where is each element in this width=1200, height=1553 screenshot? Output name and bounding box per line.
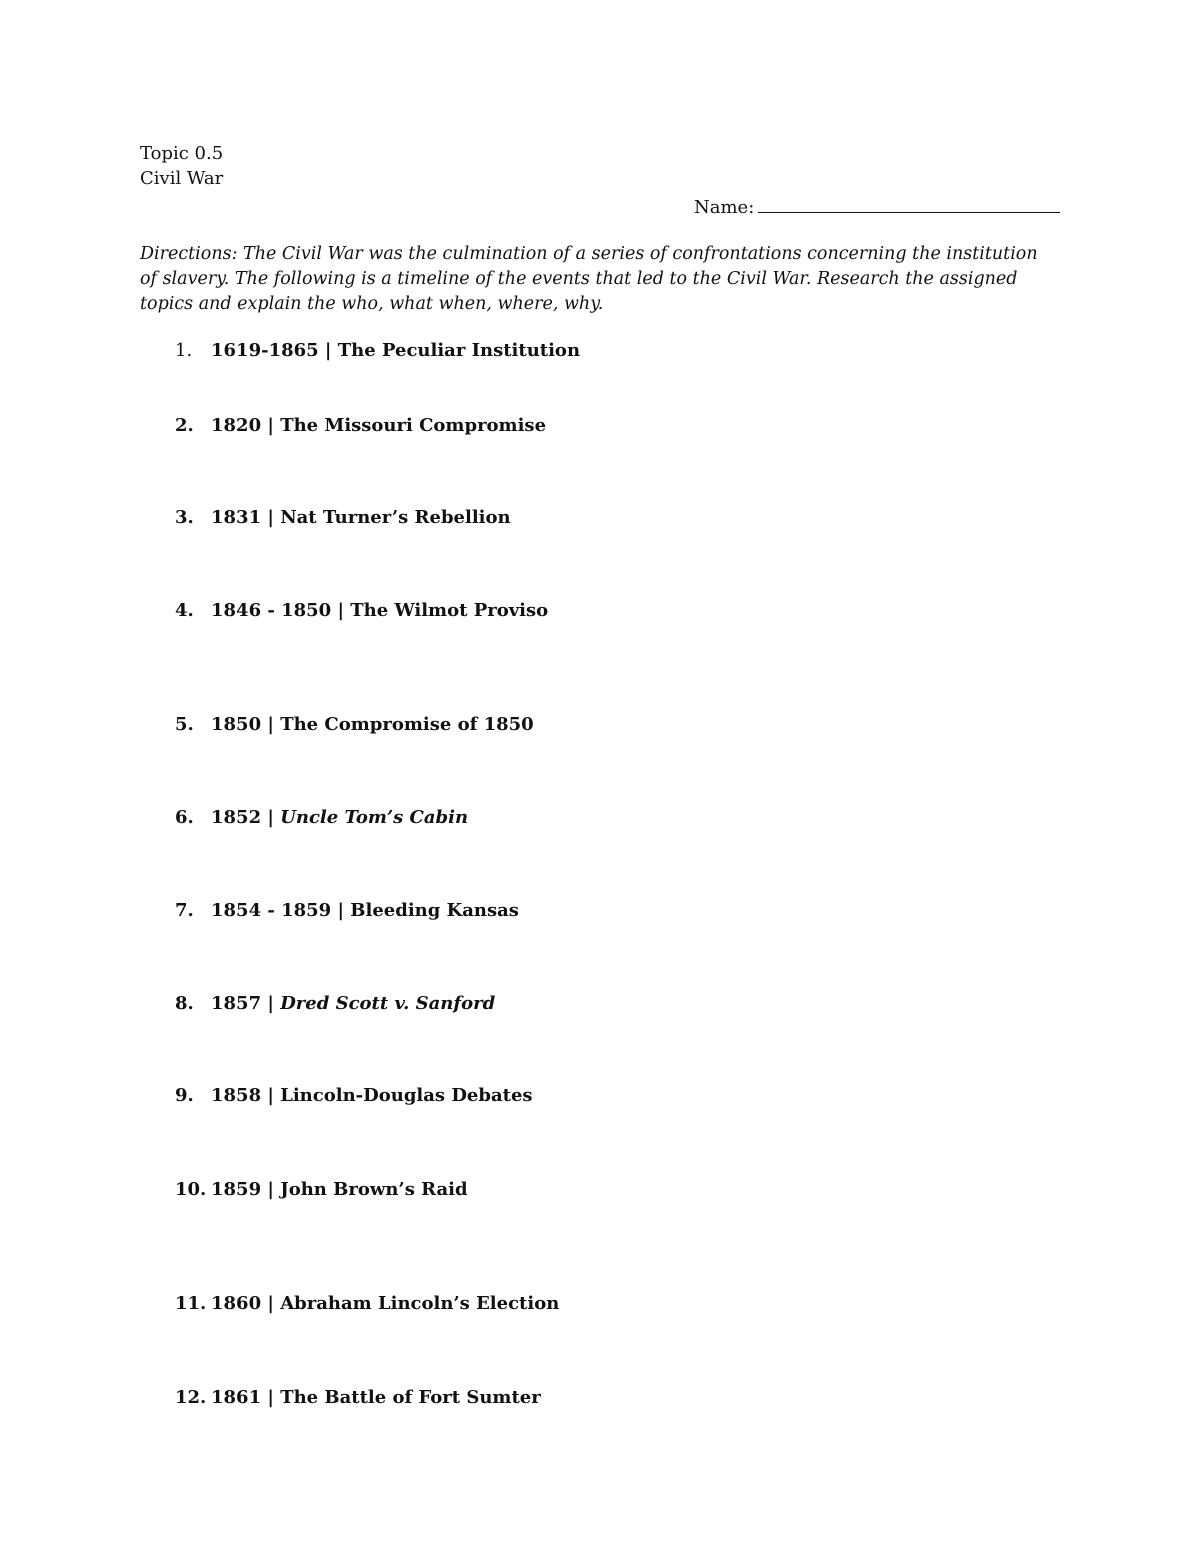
name-label: Name: [694,197,755,218]
item-number: 2. [175,415,194,436]
timeline-item [175,805,468,831]
timeline-item [175,1291,559,1317]
timeline-item [175,413,546,439]
timeline-item [175,598,548,624]
timeline-item [175,991,495,1017]
item-number: 4. [175,600,194,621]
name-blank-line[interactable] [758,192,1060,213]
name-field-row [694,192,1060,221]
timeline-item [175,898,519,924]
item-number: 6. [175,807,194,828]
item-title: Dred Scott v. Sanford [280,993,496,1014]
item-date: 1860 | [211,1293,281,1314]
item-date: 1846 - 1850 | [211,600,351,621]
item-number: 10. [175,1179,207,1200]
item-title: Lincoln-Douglas Debates [280,1085,533,1106]
item-number: 7. [175,900,194,921]
item-title: Abraham Lincoln’s Election [280,1293,560,1314]
timeline-item [175,1083,533,1109]
item-date: 1850 | [211,714,281,735]
item-number: 3. [175,507,194,528]
item-number: 9. [175,1085,194,1106]
item-title: The Missouri Compromise [280,415,547,436]
item-date: 1831 | [211,507,281,528]
item-title: The Battle of Fort Sumter [280,1387,541,1408]
item-title: Uncle Tom’s Cabin [280,807,469,828]
item-title: The Compromise of 1850 [280,714,534,735]
item-date: 1619-1865 | [211,340,338,361]
subject-label: Civil War [140,168,224,189]
item-number: 1. [175,340,193,361]
item-number: 5. [175,714,194,735]
item-date: 1861 | [211,1387,281,1408]
item-title: Nat Turner’s Rebellion [280,507,511,528]
item-date: 1852 | [211,807,281,828]
timeline-item [175,712,534,738]
item-title: The Peculiar Institution [337,340,581,361]
item-number: 8. [175,993,194,1014]
timeline-item [175,1177,468,1203]
timeline-item [175,1385,541,1411]
item-date: 1858 | [211,1085,281,1106]
item-date: 1854 - 1859 | [211,900,351,921]
topic-label: Topic 0.5 [140,143,224,164]
item-date: 1857 | [211,993,281,1014]
directions-paragraph: Directions: The Civil War was the culmination of a series of confrontations concerning the institution of slavery. The following is a timeline of the events that led to the Civil War. Research the assigned topics and explain the who, what when, where, why. [140,244,1038,314]
timeline-item [175,338,580,364]
item-title: Bleeding Kansas [350,900,519,921]
item-title: John Brown’s Raid [280,1179,468,1200]
item-number: 12. [175,1387,207,1408]
item-title: The Wilmot Proviso [350,600,549,621]
item-number: 11. [175,1293,207,1314]
timeline-item [175,505,511,531]
item-date: 1859 | [211,1179,281,1200]
item-date: 1820 | [211,415,281,436]
